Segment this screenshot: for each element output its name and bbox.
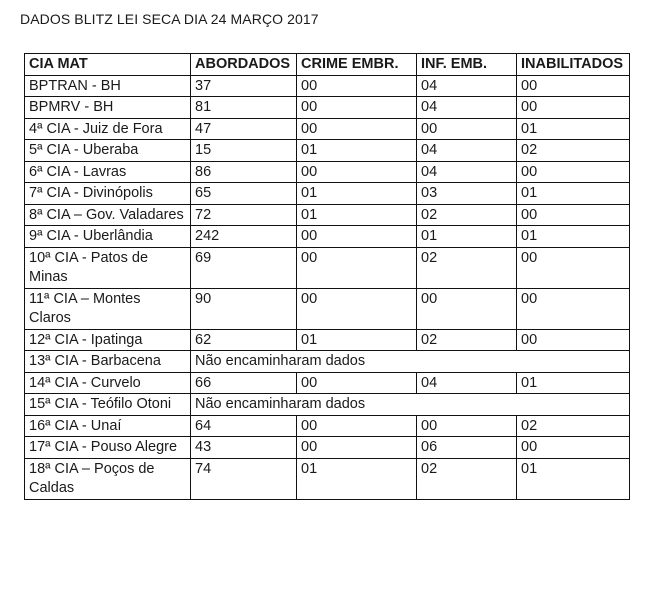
table-row	[25, 458, 630, 499]
inabilitados-cell: 01	[517, 118, 630, 140]
abordados-cell: 81	[191, 97, 297, 119]
table-row	[25, 75, 630, 97]
crime-embr-cell: 00	[297, 161, 417, 183]
crime-embr-cell: 00	[297, 288, 417, 329]
table-row	[25, 394, 630, 416]
inabilitados-cell: 01	[517, 226, 630, 248]
table-row	[25, 415, 630, 437]
table-row	[25, 97, 630, 119]
cia-mat-cell: 17ª CIA - Pouso Alegre	[25, 437, 191, 459]
cia-mat-cell: 14ª CIA - Curvelo	[25, 372, 191, 394]
cia-mat-cell: 6ª CIA - Lavras	[25, 161, 191, 183]
inf-emb-cell: 00	[417, 118, 517, 140]
inf-emb-cell: 01	[417, 226, 517, 248]
inf-emb-cell: 04	[417, 372, 517, 394]
cia-mat-cell: 10ª CIA - Patos de Minas	[25, 247, 191, 288]
table-row	[25, 437, 630, 459]
abordados-cell: 66	[191, 372, 297, 394]
cia-mat-cell: 7ª CIA - Divinópolis	[25, 183, 191, 205]
abordados-cell: 242	[191, 226, 297, 248]
abordados-cell: 72	[191, 204, 297, 226]
header-crime-embr: CRIME EMBR.	[297, 54, 417, 76]
abordados-cell: 62	[191, 329, 297, 351]
table-row	[25, 372, 630, 394]
table-row	[25, 204, 630, 226]
inf-emb-cell: 02	[417, 458, 517, 499]
crime-embr-cell: 01	[297, 140, 417, 162]
abordados-cell: 37	[191, 75, 297, 97]
cia-mat-cell: 12ª CIA - Ipatinga	[25, 329, 191, 351]
crime-embr-cell: 00	[297, 97, 417, 119]
inf-emb-cell: 00	[417, 415, 517, 437]
abordados-cell: 47	[191, 118, 297, 140]
table-row	[25, 161, 630, 183]
cia-mat-cell: 8ª CIA – Gov. Valadares	[25, 204, 191, 226]
inabilitados-cell: 00	[517, 288, 630, 329]
no-data-note-cell: Não encaminharam dados	[191, 351, 630, 373]
table-row	[25, 247, 630, 288]
cia-mat-cell: BPMRV - BH	[25, 97, 191, 119]
inabilitados-cell: 00	[517, 75, 630, 97]
abordados-cell: 65	[191, 183, 297, 205]
crime-embr-cell: 01	[297, 183, 417, 205]
cia-mat-cell: 5ª CIA - Uberaba	[25, 140, 191, 162]
page-title: DADOS BLITZ LEI SECA DIA 24 MARÇO 2017	[20, 11, 319, 27]
abordados-cell: 69	[191, 247, 297, 288]
inf-emb-cell: 02	[417, 204, 517, 226]
inabilitados-cell: 00	[517, 329, 630, 351]
crime-embr-cell: 00	[297, 247, 417, 288]
crime-embr-cell: 00	[297, 75, 417, 97]
inf-emb-cell: 00	[417, 288, 517, 329]
crime-embr-cell: 00	[297, 372, 417, 394]
cia-mat-cell: 18ª CIA – Poços de Caldas	[25, 458, 191, 499]
header-inf-emb: INF. EMB.	[417, 54, 517, 76]
cia-mat-cell: 16ª CIA - Unaí	[25, 415, 191, 437]
table-row	[25, 329, 630, 351]
inf-emb-cell: 06	[417, 437, 517, 459]
abordados-cell: 90	[191, 288, 297, 329]
table-row	[25, 183, 630, 205]
table-row	[25, 140, 630, 162]
cia-mat-cell: BPTRAN - BH	[25, 75, 191, 97]
header-cia-mat: CIA MAT	[25, 54, 191, 76]
header-inabilitados: INABILITADOS	[517, 54, 630, 76]
abordados-cell: 43	[191, 437, 297, 459]
table-row	[25, 288, 630, 329]
crime-embr-cell: 00	[297, 437, 417, 459]
crime-embr-cell: 00	[297, 118, 417, 140]
crime-embr-cell: 00	[297, 415, 417, 437]
inabilitados-cell: 00	[517, 247, 630, 288]
crime-embr-cell: 01	[297, 204, 417, 226]
header-abordados: ABORDADOS	[191, 54, 297, 76]
table-header-row	[25, 54, 630, 76]
inabilitados-cell: 00	[517, 204, 630, 226]
abordados-cell: 64	[191, 415, 297, 437]
cia-mat-cell: 4ª CIA - Juiz de Fora	[25, 118, 191, 140]
cia-mat-cell: 11ª CIA – Montes Claros	[25, 288, 191, 329]
no-data-note-cell: Não encaminharam dados	[191, 394, 630, 416]
inabilitados-cell: 02	[517, 415, 630, 437]
cia-mat-cell: 13ª CIA - Barbacena	[25, 351, 191, 373]
crime-embr-cell: 00	[297, 226, 417, 248]
cia-mat-cell: 15ª CIA - Teófilo Otoni	[25, 394, 191, 416]
inabilitados-cell: 01	[517, 372, 630, 394]
inabilitados-cell: 01	[517, 183, 630, 205]
cia-mat-cell: 9ª CIA - Uberlândia	[25, 226, 191, 248]
inf-emb-cell: 02	[417, 329, 517, 351]
inabilitados-cell: 00	[517, 97, 630, 119]
table-row	[25, 118, 630, 140]
crime-embr-cell: 01	[297, 458, 417, 499]
inabilitados-cell: 00	[517, 437, 630, 459]
abordados-cell: 86	[191, 161, 297, 183]
inf-emb-cell: 03	[417, 183, 517, 205]
inabilitados-cell: 01	[517, 458, 630, 499]
abordados-cell: 15	[191, 140, 297, 162]
blitz-data-table	[24, 53, 630, 500]
table-row	[25, 351, 630, 373]
inabilitados-cell: 00	[517, 161, 630, 183]
inf-emb-cell: 02	[417, 247, 517, 288]
inf-emb-cell: 04	[417, 161, 517, 183]
inf-emb-cell: 04	[417, 97, 517, 119]
inf-emb-cell: 04	[417, 75, 517, 97]
table-row	[25, 226, 630, 248]
abordados-cell: 74	[191, 458, 297, 499]
crime-embr-cell: 01	[297, 329, 417, 351]
inf-emb-cell: 04	[417, 140, 517, 162]
inabilitados-cell: 02	[517, 140, 630, 162]
